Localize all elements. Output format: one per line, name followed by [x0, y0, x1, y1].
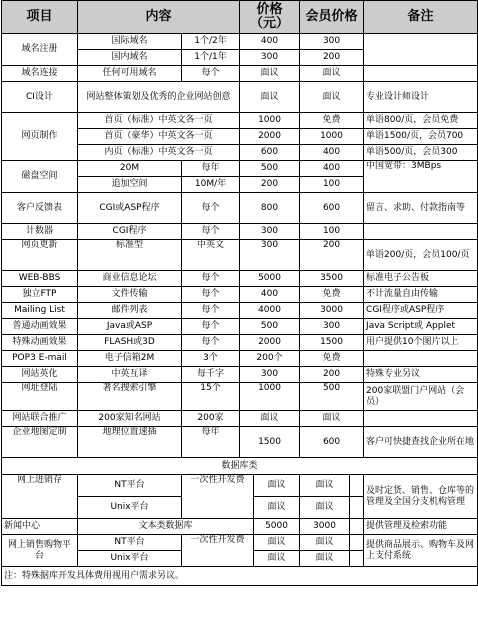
row-remark: 不计流量自由传输 [364, 287, 478, 303]
row-remark: 单语1500/页，会员700 [364, 129, 478, 145]
row-item: 独立FTP [2, 287, 78, 303]
row-platform: Unix平台 [78, 497, 182, 519]
row-item: 特殊动画效果 [2, 335, 78, 351]
table-row [2, 113, 478, 129]
header-item: 项目 [2, 1, 78, 34]
row-item: 磁盘空间 [2, 161, 78, 193]
table-row [2, 66, 478, 82]
row-item: 普通动画效果 [2, 319, 78, 335]
row-dev-fee: 一次性开发费 [182, 475, 254, 519]
table-row [2, 411, 478, 427]
row-unit: 每千字 [182, 367, 240, 383]
row-unit: 中英文 [182, 240, 240, 271]
row-content: 首页（豪华）中英文各一页 [78, 129, 240, 145]
row-content: 200家知名网站 [78, 411, 182, 427]
header-price: 价格 （元） [240, 1, 300, 34]
row-remark: 单语800/页，会员免费 [364, 113, 478, 129]
row-price: 4000 [240, 303, 300, 319]
table-row [2, 383, 478, 411]
spacer-cell [350, 497, 364, 519]
table-row [2, 519, 478, 535]
row-price: 面议 [240, 82, 300, 113]
row-price: 500 [240, 319, 300, 335]
row-remark: 用户提供10个图片以上 [364, 335, 478, 351]
row-unit: 每个 [182, 287, 240, 303]
spacer-cell [350, 535, 364, 551]
row-price: 1000 [240, 113, 300, 129]
row-price: 200 [240, 177, 300, 193]
row-content: 著名搜索引擎 [78, 383, 182, 411]
row-price: 面议 [254, 475, 300, 497]
row-content: 20M [78, 161, 182, 177]
row-price: 400 [240, 287, 300, 303]
row-item: 网上进销存 [2, 475, 78, 519]
row-member-price: 100 [300, 224, 364, 240]
row-unit: 每个 [182, 193, 240, 224]
note-row [2, 567, 478, 586]
row-content: 地理位置速插 [78, 427, 182, 458]
row-content: 首页（标准）中英文各一页 [78, 113, 240, 129]
row-content: 网站整体策划及优秀的企业网站创意 [78, 82, 240, 113]
row-unit: 每个 [182, 66, 240, 82]
row-unit: 每个 [182, 319, 240, 335]
row-item: 网站联合推广 [2, 411, 78, 427]
row-item: 客户反馈表 [2, 193, 78, 224]
row-unit: 10M/年 [182, 177, 240, 193]
row-content: 商业信息论坛 [78, 271, 182, 287]
table-row [2, 224, 478, 240]
row-content: 中英互译 [78, 367, 182, 383]
row-member-price: 100 [300, 177, 364, 193]
row-unit: 每年 [182, 427, 240, 458]
row-member-price: 3500 [300, 271, 364, 287]
row-remark: 及时定货、销售、仓库等的管理及全国分支机构管理 [364, 475, 478, 519]
row-remark: 专业设计师设计 [364, 82, 478, 113]
row-remark: 特殊专业另议 [364, 367, 478, 383]
row-platform: NT平台 [78, 535, 182, 551]
row-member-price: 400 [300, 161, 364, 177]
row-remark: 留言、求助、付款指南等 [364, 193, 478, 224]
row-item: 网页制作 [2, 113, 78, 161]
row-content: FLASH或3D [78, 335, 182, 351]
row-member-price: 面议 [300, 66, 364, 82]
table-row [2, 287, 478, 303]
row-price: 300 [240, 367, 300, 383]
row-remark: 客户可快捷查找企业所在地 [364, 427, 478, 458]
table-row [2, 193, 478, 224]
header-member-price: 会员价格 [300, 1, 364, 34]
table-row [2, 319, 478, 335]
row-member-price: 免费 [300, 113, 364, 129]
row-remark [364, 34, 478, 66]
row-platform: Unix平台 [78, 551, 182, 567]
row-unit: 1个/1年 [182, 50, 240, 66]
table-row [2, 82, 478, 113]
row-remark: 提供商品展示、购物车及网上支付系统 [364, 535, 478, 567]
row-member-price: 免费 [300, 351, 364, 367]
row-content: 邮件列表 [78, 303, 182, 319]
row-price: 300 [240, 224, 300, 240]
row-member-price: 面议 [300, 475, 350, 497]
row-price: 300 [240, 50, 300, 66]
row-content: 追加空间 [78, 177, 182, 193]
row-member-price: 600 [300, 193, 364, 224]
table-row [2, 475, 478, 497]
row-content: 国内域名 [78, 50, 182, 66]
table-row [2, 367, 478, 383]
row-remark: CGI程序或ASP程序 [364, 303, 478, 319]
row-member-price: 面议 [300, 411, 364, 427]
row-content: 任何可用域名 [78, 66, 182, 82]
row-member-price: 200 [300, 240, 364, 271]
row-content: 标准型 [78, 240, 182, 271]
row-content: 文本类数据库 [78, 519, 254, 535]
row-member-price: 1500 [300, 335, 364, 351]
row-unit: 每个 [182, 303, 240, 319]
row-remark: 标准电子公告板 [364, 271, 478, 287]
row-price: 600 [240, 145, 300, 161]
spacer-cell [350, 551, 364, 567]
row-content: 电子信箱2M [78, 351, 182, 367]
row-price: 2000 [240, 335, 300, 351]
row-remark: 单语200/页，会员100/页 [364, 240, 478, 271]
row-remark: Java Script或 Applet [364, 319, 478, 335]
row-item: 网址登陆 [2, 383, 78, 411]
row-member-price: 200 [300, 50, 364, 66]
row-price: 面议 [254, 535, 300, 551]
row-platform: NT平台 [78, 475, 182, 497]
row-remark: 单语500/页，会员300 [364, 145, 478, 161]
row-dev-fee: 一次性开发费 [182, 535, 254, 567]
row-content: 文件传输 [78, 287, 182, 303]
row-remark: 提供管理及检索功能 [364, 519, 478, 535]
table-row [2, 240, 478, 271]
row-price: 面议 [240, 66, 300, 82]
row-member-price: 面议 [300, 535, 350, 551]
header-content: 内容 [78, 1, 240, 34]
row-item: 新闻中心 [2, 519, 78, 535]
row-unit: 3个 [182, 351, 240, 367]
table-row [2, 161, 478, 177]
header-remark: 备注 [364, 1, 478, 34]
row-content: 国际域名 [78, 34, 182, 50]
header-row [2, 1, 478, 34]
row-price: 面议 [240, 411, 300, 427]
row-remark: 200家联盟门户网站（会员） [364, 383, 478, 411]
row-content: 内页（标准）中英文各一页 [78, 145, 240, 161]
row-item: 网页更新 [2, 240, 78, 271]
row-unit: 1个/2年 [182, 34, 240, 50]
row-unit: 每个 [182, 335, 240, 351]
row-price: 5000 [240, 271, 300, 287]
row-member-price: 3000 [300, 303, 364, 319]
row-member-price: 面议 [300, 551, 350, 567]
row-unit: 15个 [182, 383, 240, 411]
row-item: 网站英化 [2, 367, 78, 383]
row-item: 域名注册 [2, 34, 78, 66]
row-item: 网上销售购物平台 [2, 535, 78, 567]
row-price: 200个 [240, 351, 300, 367]
row-remark [364, 224, 478, 240]
row-price: 5000 [254, 519, 300, 535]
row-content: Java或ASP [78, 319, 182, 335]
row-remark: 中国宽带：3MBps [364, 161, 478, 193]
table-row [2, 34, 478, 50]
row-member-price: 400 [300, 145, 364, 161]
row-price: 1500 [240, 427, 300, 458]
row-item: 域名连接 [2, 66, 78, 82]
footnote: 注：特殊据库开发具体费用视用户需求另议。 [2, 567, 478, 586]
row-price: 800 [240, 193, 300, 224]
row-item: Mailing List [2, 303, 78, 319]
row-content: CGI程序 [78, 224, 182, 240]
table-row [2, 303, 478, 319]
row-member-price: 300 [300, 319, 364, 335]
row-item: POP3 E-mail [2, 351, 78, 367]
row-price: 1000 [240, 383, 300, 411]
row-member-price: 1000 [300, 129, 364, 145]
row-member-price: 3000 [300, 519, 350, 535]
row-remark [364, 411, 478, 427]
row-unit: 每个 [182, 271, 240, 287]
row-content: CGI或ASP程序 [78, 193, 182, 224]
row-member-price: 面议 [300, 82, 364, 113]
row-item: 计数器 [2, 224, 78, 240]
row-price: 300 [240, 240, 300, 271]
row-member-price: 面议 [300, 497, 350, 519]
row-item: CI设计 [2, 82, 78, 113]
row-remark [364, 66, 478, 82]
row-member-price: 500 [300, 383, 364, 411]
row-unit: 每个 [182, 224, 240, 240]
table-row [2, 351, 478, 367]
row-price: 400 [240, 34, 300, 50]
table-row [2, 271, 478, 287]
row-price: 面议 [254, 497, 300, 519]
row-price: 面议 [254, 551, 300, 567]
price-table [1, 0, 478, 586]
row-member-price: 免费 [300, 287, 364, 303]
spacer-cell [350, 475, 364, 497]
row-remark [364, 351, 478, 367]
spacer-cell [350, 519, 364, 535]
row-price: 2000 [240, 129, 300, 145]
table-row [2, 535, 478, 551]
section-row [2, 458, 478, 475]
row-member-price: 600 [300, 427, 364, 458]
db-section-title: 数据库类 [2, 458, 478, 475]
table-row [2, 427, 478, 458]
row-member-price: 300 [300, 34, 364, 50]
row-price: 500 [240, 161, 300, 177]
row-unit: 200家 [182, 411, 240, 427]
row-unit: 每年 [182, 161, 240, 177]
row-item: WEB-BBS [2, 271, 78, 287]
table-row [2, 335, 478, 351]
row-member-price: 200 [300, 367, 364, 383]
row-item: 企业地图定制 [2, 427, 78, 458]
